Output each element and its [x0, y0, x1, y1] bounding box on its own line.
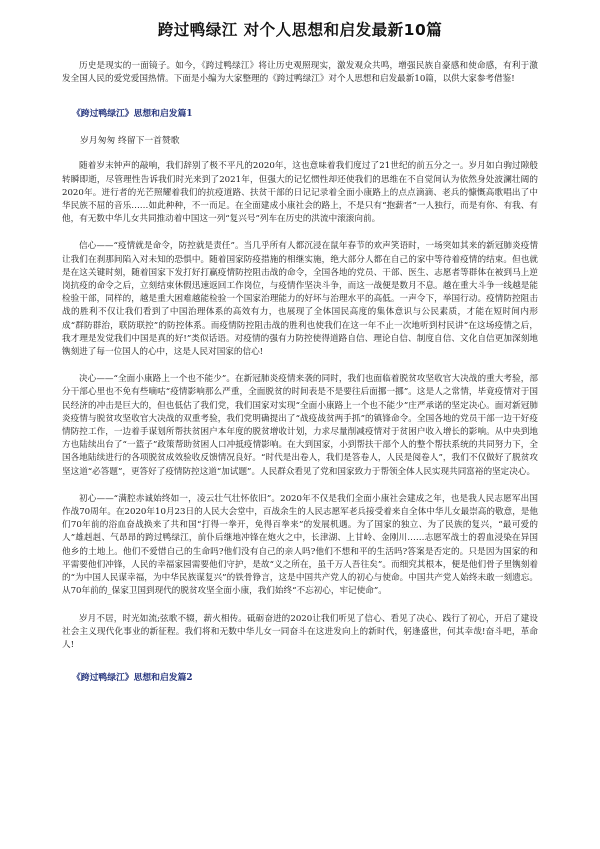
section-heading-1: 《跨过鸭绿江》思想和启发篇1: [72, 109, 193, 120]
body-paragraph-2: 信心——“疫情就是命令，防控就是责任”。当几乎所有人都沉浸在鼠年春节的欢声笑语时，一场突如其来的新冠肺炎疫情让我们在刹那间陷入对未知的恐惧中。随着国家防疫措施的相继实施，绝大部分人都在自己的家中等待着疫情的结束。但也就是在这关键时刻，随着国家下发打好打赢疫情防控阻击战的命令，全国各地的党员、干部、医生、志愿者等群体在被到马上逆岗抗疫的命令之后，立刻结束休假迅速返回工作岗位，与疫情作坚决斗争，而这一战便是数月不息。越在重大斗争一线越是能检验干部，同样的，越是重大困难越能检验一个国家治理能力的好坏与治理水平的高低。一声令下，举国行动。疫情防控阻击战的胜利不仅让我们看到了中国治理体系的高效有力，也展现了全体国民高度的集体意识与公民素质，才能在短时间内形成“群防群治，联防联控”的防控体系。而疫情防控阻击战的胜利也使我们在这一年不止一次地听到村民讲“在这场疫情之后，我才理是发觉我们中国是真的好!”类似话语。对疫情的强有力防控使得道路自信、理论自信、制度自信、文化自信更加深刻地镌刻进了每一位国人的心中，这是人民对国家的信心!: [62, 241, 538, 358]
intro-paragraph: 历史是现实的一面镜子。如今，《跨过鸭绿江》将让历史观照现实，激发观众共鸣，增强民族自豪感和使命感，有利于激发全国人民的爱党爱国热情。下面是小编为大家整理的《跨过鸭绿江》对个人思想和启发最新10篇，以供大家参考借鉴!: [62, 61, 538, 85]
document-title: 跨过鸭绿江 对个人思想和启发最新10篇: [157, 21, 443, 39]
body-paragraph-5: 岁月不居，时光如流;弦歌不辍，薪火相传。砥砺奋进的2020让我们听见了信心、看见了决心、践行了初心，开启了建设社会主义现代化事业的新征程。我们将和无数中华儿女一同奋斗在这进发向上的新时代，躬逢盛世，何其幸哉!奋斗吧，革命人!: [62, 613, 538, 650]
section-subheading: 岁月匆匆 终留下一首赞歌: [80, 136, 180, 147]
section-heading-2: 《跨过鸭绿江》思想和启发篇2: [72, 673, 193, 684]
body-paragraph-3: 决心——“全面小康路上一个也不能少”。在新冠肺炎疫情来袭的同时，我们也面临着脱贫攻坚收官大决战的重大考验，部分干部心里也不免有些嘀咕“疫情影响那么严重，全面脱贫的时间表是不是要往后面挪一挪”。这是人之常情，毕竟疫情对于国民经济的冲击是巨大的，但也低估了我们党，我们国家对实现“全面小康路上一个也不能少”庄严承诺的坚定决心。面对新冠肺炎疫情与脱贫攻坚收官大决战的双重考验，我们党明确提出了“战疫战贫两手抓”的镇锋命令。全国各地的党员干部一边干好疫情防控工作，一边着手谋划所帮扶贫困户本年度的脱贫增收计划，力求尽量削减疫情对于贫困户收入增长的影响。从中央到地方也陆续出台了“一篮子”政策帮助贫困人口冲抵疫情影响。在大到国家，小到帮扶干部个人的整个帮扶系统的共同努力下，全国各地陆续进行的各项脱贫成效验收反馈情况良好。“时代是出卷人，我们是答卷人，人民是阅卷人”，我们不仅做好了脱贫攻坚这道“必答题”，更答好了疫情防控这道“加试题”。人民群众看见了党和国家致力于帮领全体人民实现共同富裕的坚定决心。: [62, 374, 538, 477]
body-paragraph-1: 随着岁末钟声的敲响，我们辞别了极不平凡的2020年，这也意味着我们度过了21世纪的前五分之一。岁月如白驹过隙般转瞬即逝，尽管理性告诉我们时光来到了2021年，但强大的记忆惯性却还使我们的思维在不自觉间认为依然身处波澜壮阔的2020年。迸行者的光芒照耀着我们的抗疫道路、扶贫干部的日记记录着全面小康路上的点点滴滴、老兵的慷慨高歌唱出了中华民族不屈的音乐……如此种种，不一而足。在全面建成小康社会的路上，不是只有“抱薪者”一人独行，而是有你、有我、有他，有无数中华儿女共同推动着中国这一列“复兴号”列车在历史的洪流中滚滚向前。: [62, 161, 538, 225]
body-paragraph-4: 初心——“满腔赤诚始终如一，凌云壮气壮怀依旧”。2020年不仅是我们全面小康社会建成之年，也是我人民志愿军出国作战70周年。在2020年10月23日的人民大会堂中，百战余生的人民志愿军老兵接受着来自全体中华儿女最崇高的敬意，是他们70年前的浴血奋战换来了共和国“打得一拳开，免得百拳来”的发展机遇。为了国家的独立、为了民族的复兴，“最可爱的人”雄赳赳、气昂昂的跨过鸭绿江，前仆后继地冲锋在炮火之中，长津湖、上甘岭、金刚川……志愿军战士的碧血浸染在异国他乡的土地上。他们不爱惜自己的生命吗?他们没有自己的亲人吗?他们不想和平的生活吗?答案是否定的。只是因为国家的和平需要他们冲锋，人民的幸福家园需要他们守护，是故“义之所在，虽千万人吾往矣”。而细究其根本，便是他们骨子里镌刻着的“为中国人民谋幸福，为中华民族谋复兴”的铁骨铮言，这是中国共产党人的初心与使命。中国共产党人始终未敢一刻遗忘。从70年前的_保家卫国到现代的脱贫攻坚全面小康，我们始终“不忘初心，牢记使命”。: [62, 493, 538, 597]
